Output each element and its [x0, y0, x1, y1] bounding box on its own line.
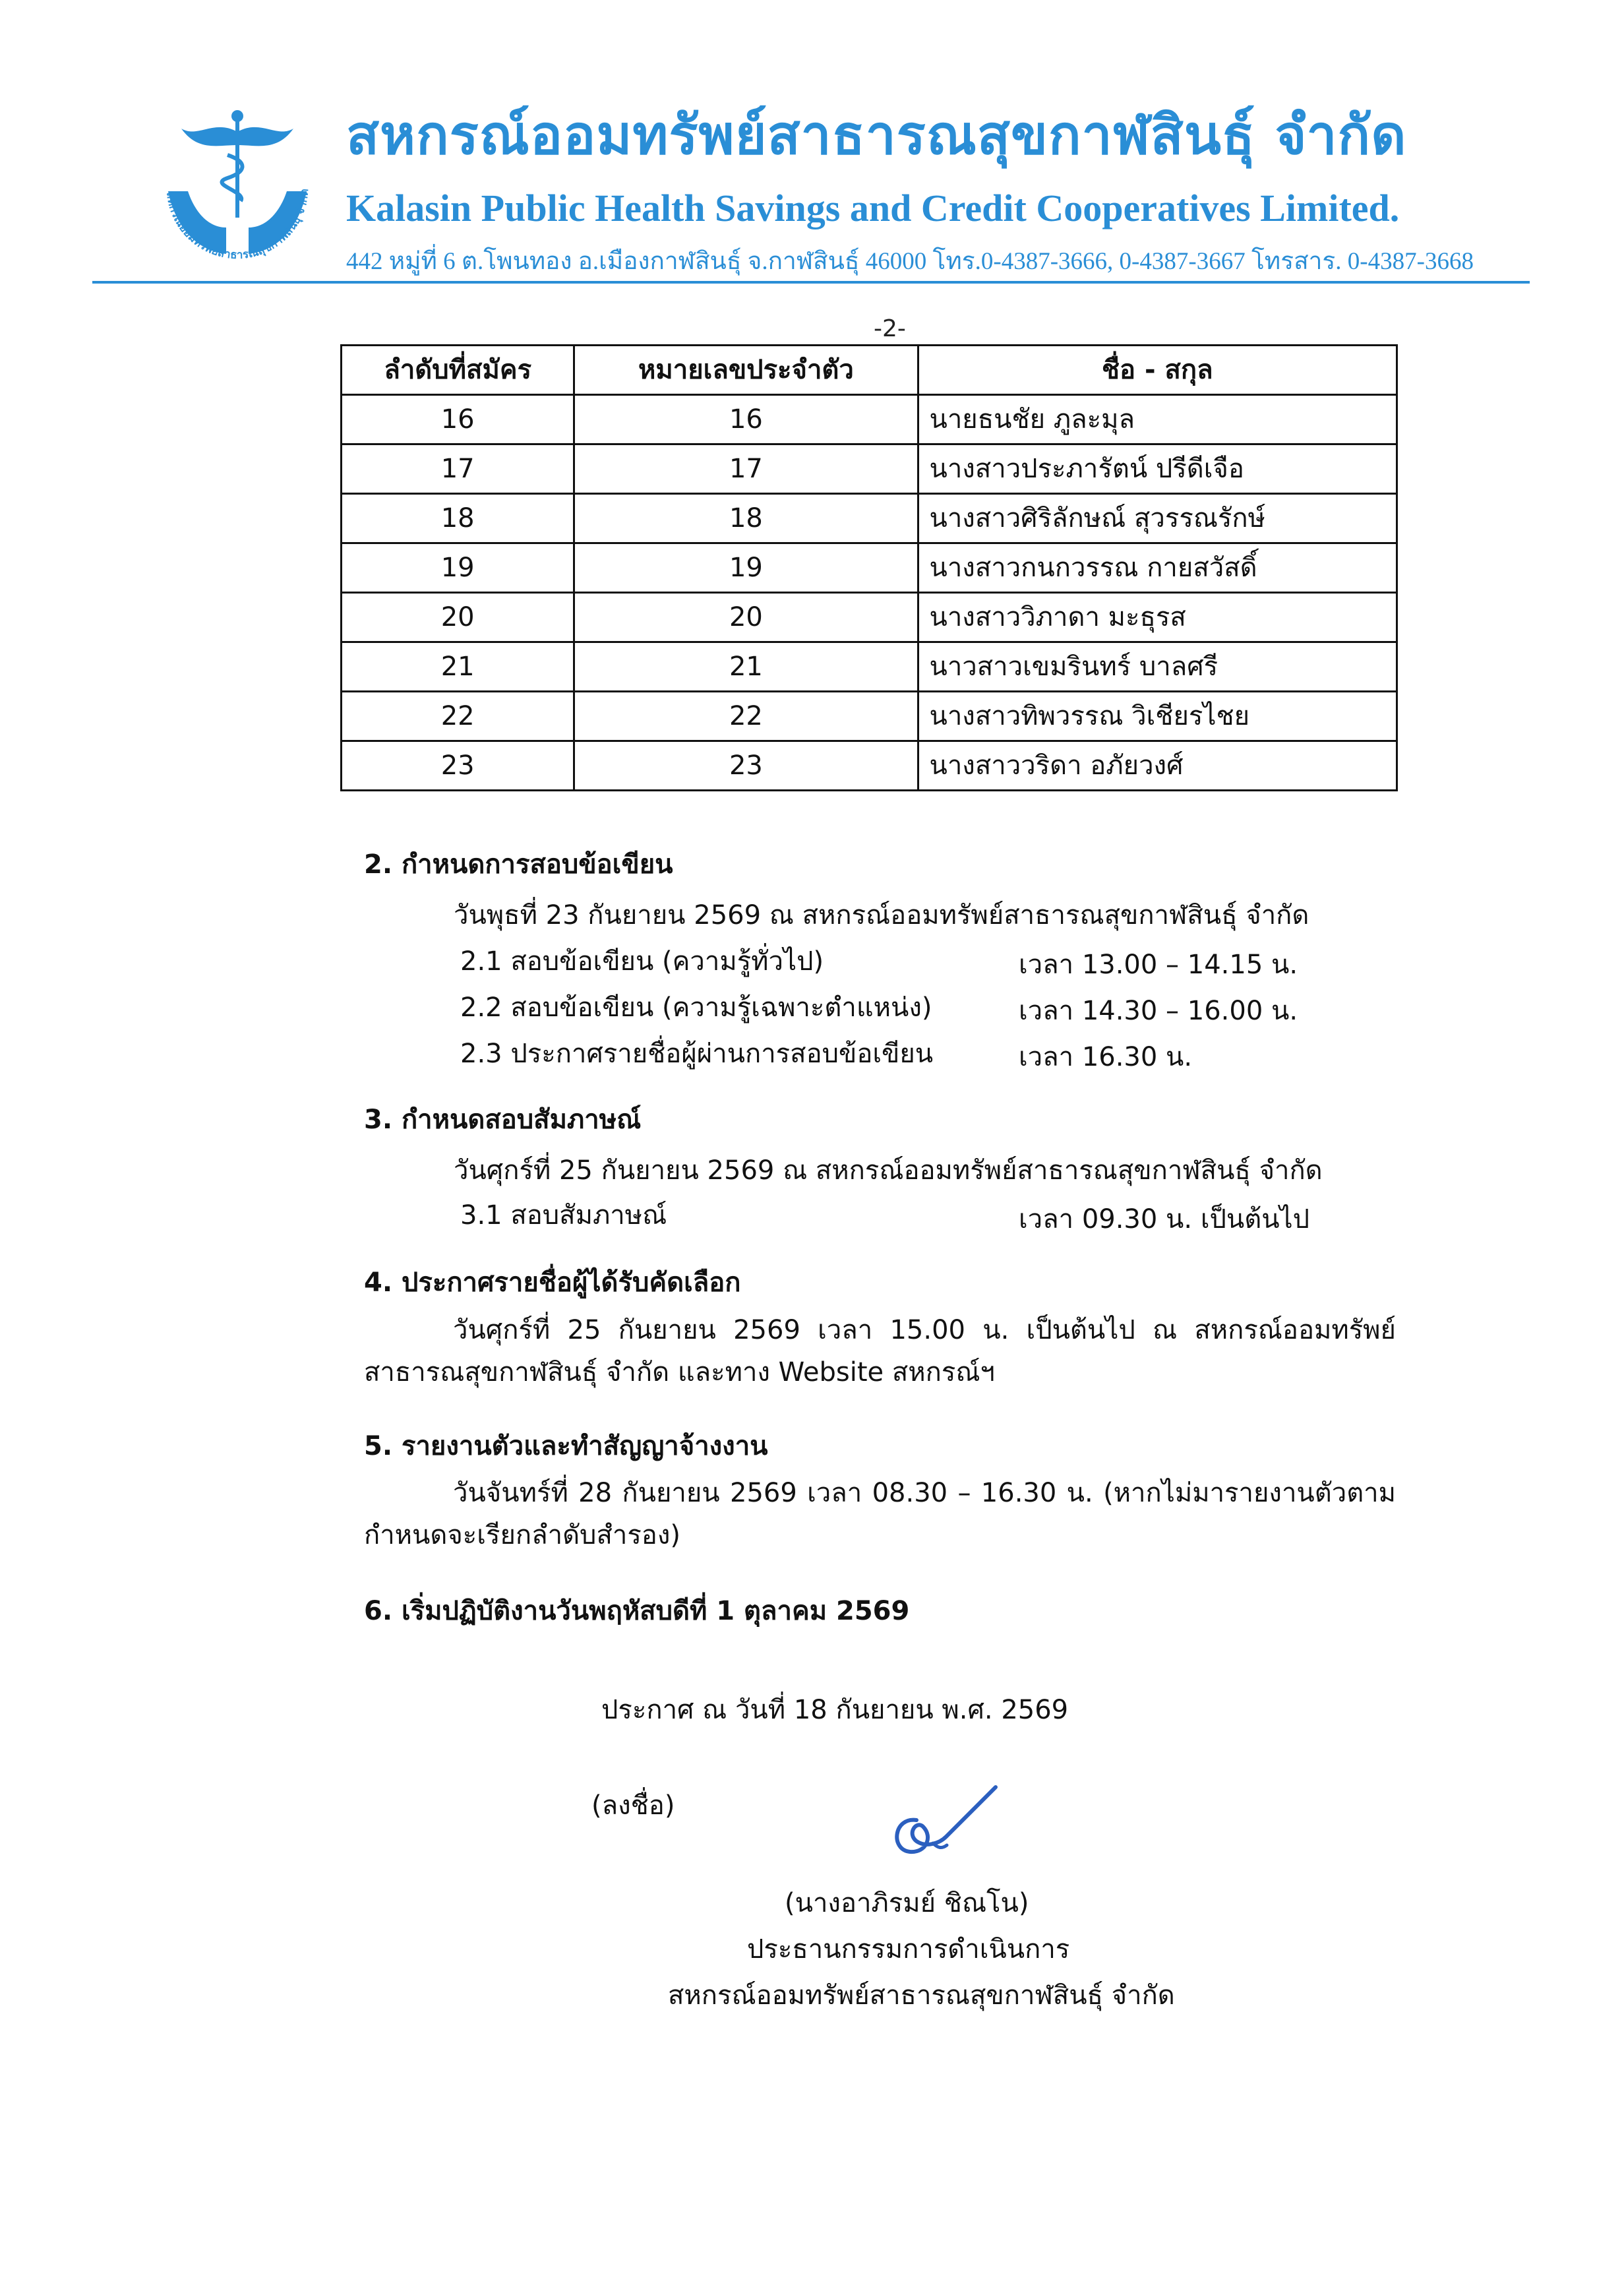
- section-6-title: 6. เริ่มปฏิบัติงานวันพฤหัสบดีที่ 1 ตุลาคม 2569: [364, 1596, 910, 1626]
- full-name-cell: นาวสาวเขมรินทร์ บาลศรี: [918, 642, 1397, 692]
- section-2-date-venue: วันพุธที่ 23 กันยายน 2569 ณ สหกรณ์ออมทรัพย์สาธารณสุขกาฬสินธุ์ จำกัด: [454, 900, 1309, 931]
- id-number-cell: 17: [574, 444, 918, 494]
- application-order-cell: 22: [342, 692, 574, 741]
- svg-text:สหกรณ์ออมทรัพย์สาธารณสุขกาฬสิน: สหกรณ์ออมทรัพย์สาธารณสุขกาฬสินธุ์ จำกัด: [164, 188, 312, 262]
- id-number-cell: 18: [574, 494, 918, 543]
- section-2-item-label: 2.2 สอบข้อเขียน (ความรู้เฉพาะตำแหน่ง): [460, 992, 932, 1023]
- column-header-application-order: ลำดับที่สมัคร: [342, 346, 574, 395]
- org-name-english: Kalasin Public Health Savings and Credit Cooperatives Limited.: [346, 187, 1400, 229]
- section-4-title: 4. ประกาศรายชื่อผู้ได้รับคัดเลือก: [364, 1267, 741, 1298]
- full-name-cell: นางสาวศิริลักษณ์ สุวรรณรักษ์: [918, 494, 1397, 543]
- id-number-cell: 16: [574, 395, 918, 444]
- section-3-item-label: 3.1 สอบสัมภาษณ์: [460, 1200, 667, 1231]
- full-name-cell: นางสาววิภาดา มะธุรส: [918, 593, 1397, 642]
- section-3-date-venue: วันศุกร์ที่ 25 กันยายน 2569 ณ สหกรณ์ออมทรัพย์สาธารณสุขกาฬสินธุ์ จำกัด: [454, 1155, 1323, 1186]
- signer-title: ประธานกรรมการดำเนินการ: [747, 1934, 1070, 1965]
- table-header-row: [342, 346, 1397, 395]
- full-name-cell: นางสาวกนกวรรณ กายสวัสดิ์: [918, 543, 1397, 593]
- column-header-full-name: ชื่อ - สกุล: [918, 346, 1397, 395]
- table-row: [342, 444, 1397, 494]
- signer-organization: สหกรณ์ออมทรัพย์สาธารณสุขกาฬสินธุ์ จำกัด: [668, 1980, 1175, 2011]
- section-4-body: วันศุกร์ที่ 25 กันยายน 2569 เวลา 15.00 น. เป็นต้นไป ณ สหกรณ์ออมทรัพย์สาธารณสุขกาฬสินธุ์ จำกัด และทาง Website สหกรณ์ฯ: [364, 1315, 1396, 1388]
- id-number-cell: 22: [574, 692, 918, 741]
- full-name-cell: นางสาววริดา อภัยวงศ์: [918, 741, 1397, 791]
- application-order-cell: 18: [342, 494, 574, 543]
- section-5-body: วันจันทร์ที่ 28 กันยายน 2569 เวลา 08.30 – 16.30 น. (หากไม่มารายงานตัวตามกำหนดจะเรียกลำดับสำรอง): [364, 1478, 1396, 1550]
- letterhead-divider: [92, 281, 1530, 284]
- application-order-cell: 17: [342, 444, 574, 494]
- full-name-cell: นางสาวทิพวรรณ วิเชียรไชย: [918, 692, 1397, 741]
- org-name-thai: สหกรณ์ออมทรัพย์สาธารณสุขกาฬสินธุ์ จำกัด: [346, 104, 1407, 167]
- table-row: [342, 543, 1397, 593]
- table-row: [342, 642, 1397, 692]
- section-2-item-time: เวลา 14.30 – 16.00 น.: [1019, 996, 1298, 1026]
- section-2-item-time: เวลา 16.30 น.: [1019, 1042, 1193, 1072]
- table-row: [342, 692, 1397, 741]
- column-header-id-number: หมายเลขประจำตัว: [574, 346, 918, 395]
- id-number-cell: 20: [574, 593, 918, 642]
- application-order-cell: 20: [342, 593, 574, 642]
- id-number-cell: 21: [574, 642, 918, 692]
- section-2-item-time: เวลา 13.00 – 14.15 น.: [1019, 950, 1298, 980]
- id-number-cell: 23: [574, 741, 918, 791]
- table-row: [342, 593, 1397, 642]
- section-3-title: 3. กำหนดสอบสัมภาษณ์: [364, 1105, 642, 1135]
- letterhead: [0, 0, 1624, 290]
- id-number-cell: 19: [574, 543, 918, 593]
- cooperative-logo: [142, 92, 333, 284]
- application-order-cell: 21: [342, 642, 574, 692]
- full-name-cell: นายธนชัย ภูละมุล: [918, 395, 1397, 444]
- section-2-title: 2. กำหนดการสอบข้อเขียน: [364, 849, 673, 880]
- section-2-item-label: 2.1 สอบข้อเขียน (ความรู้ทั่วไป): [460, 946, 824, 977]
- applicant-table: [340, 344, 1398, 791]
- signer-name: (นางอาภิรมย์ ชิณโน): [785, 1888, 1029, 1918]
- table-row: [342, 494, 1397, 543]
- page-number: -2-: [874, 315, 906, 342]
- application-order-cell: 16: [342, 395, 574, 444]
- application-order-cell: 23: [342, 741, 574, 791]
- application-order-cell: 19: [342, 543, 574, 593]
- section-5-title: 5. รายงานตัวและทำสัญญาจ้างงาน: [364, 1431, 768, 1461]
- table-row: [342, 395, 1397, 444]
- section-3-item-time: เวลา 09.30 น. เป็นต้นไป: [1019, 1204, 1310, 1235]
- table-row: [342, 741, 1397, 791]
- full-name-cell: นางสาวประภารัตน์ ปรีดีเจือ: [918, 444, 1397, 494]
- section-2-item-label: 2.3 ประกาศรายชื่อผู้ผ่านการสอบข้อเขียน: [460, 1039, 934, 1069]
- handwritten-signature: [870, 1781, 1002, 1866]
- announcement-date: ประกาศ ณ วันที่ 18 กันยายน พ.ศ. 2569: [601, 1695, 1069, 1725]
- signature-label: (ลงชื่อ): [591, 1790, 675, 1821]
- org-address: 442 หมู่ที่ 6 ต.โพนทอง อ.เมืองกาฬสินธุ์ จ.กาฬสินธุ์ 46000 โทร.0-4387-3666, 0-4387-3667 โทรสาร. 0-4387-3668: [346, 248, 1474, 275]
